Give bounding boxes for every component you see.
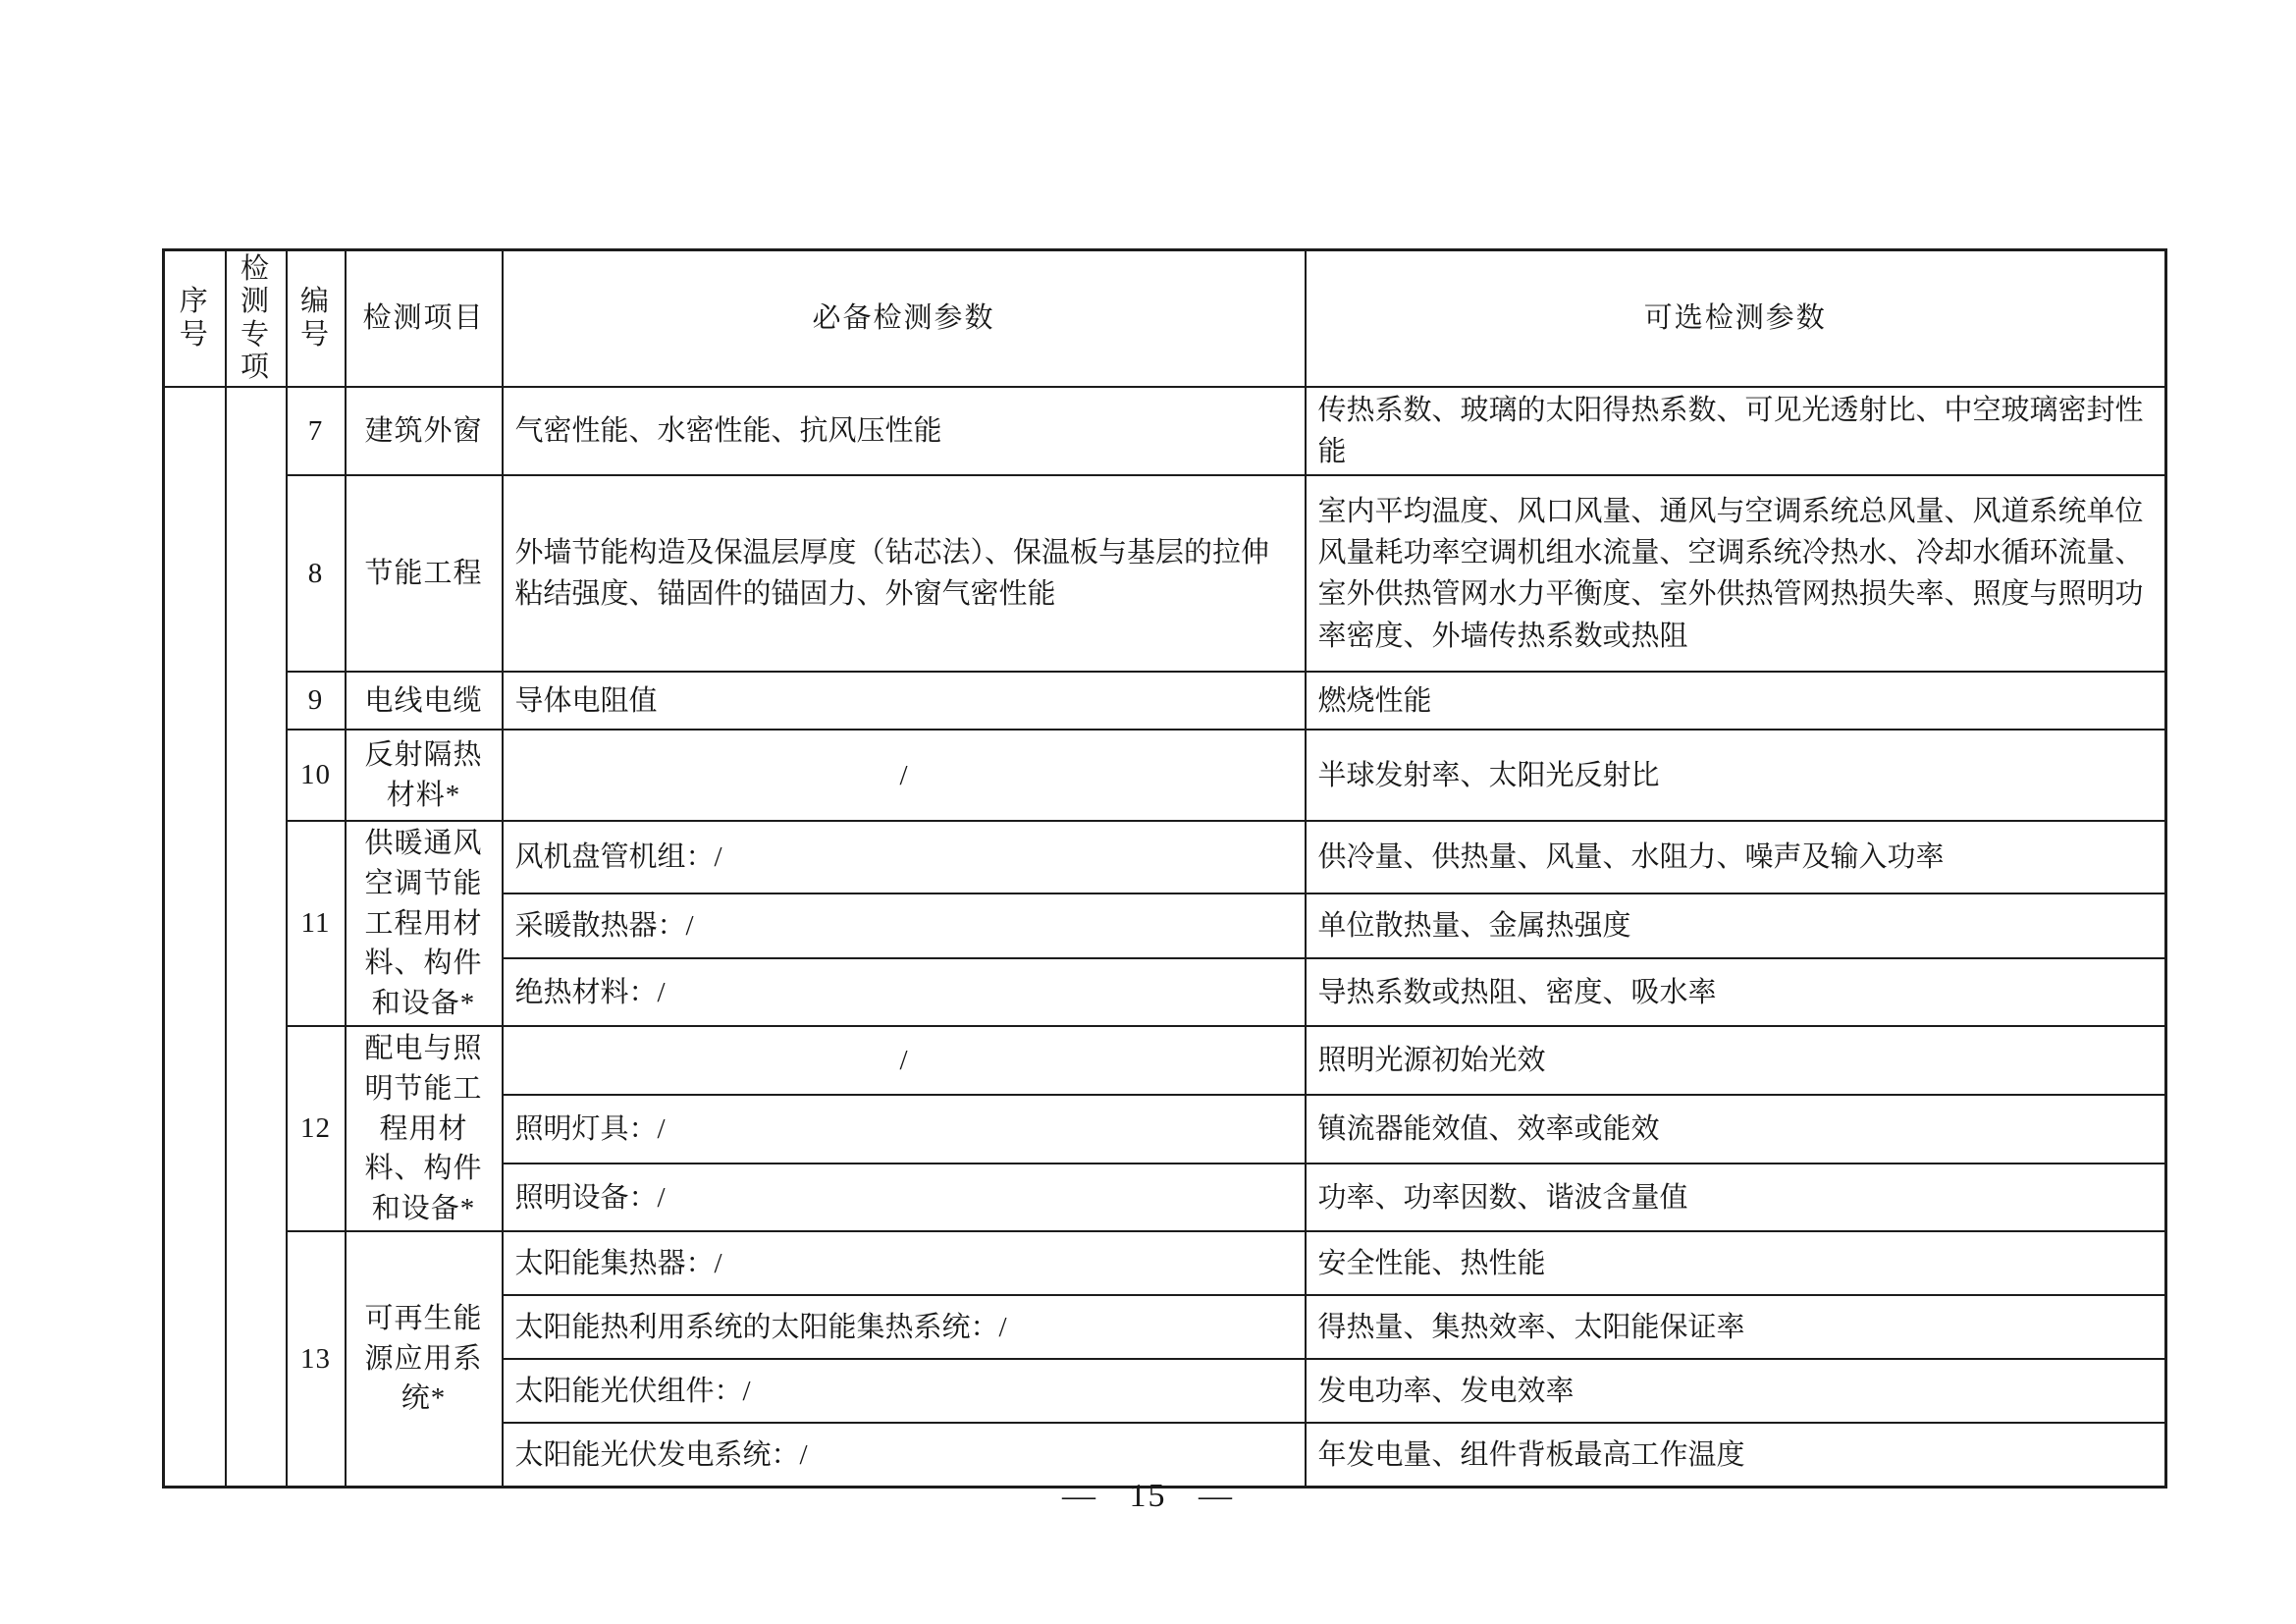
table-header-row [164,250,2166,388]
optional-cell: 发电功率、发电效率 [1306,1359,2166,1423]
table-row [164,730,2166,821]
required-cell: 导体电阻值 [503,672,1306,730]
item-cell: 配电与照明节能工程用材料、构件和设备* [346,1026,503,1231]
row-no-cell: 9 [287,672,346,730]
required-cell: 采暖散热器：/ [503,893,1306,958]
required-cell: 太阳能光伏发电系统：/ [503,1423,1306,1487]
header-seq: 序号 [164,250,226,388]
header-item: 检测项目 [346,250,503,388]
item-cell: 反射隔热材料* [346,730,503,821]
row-no-cell: 7 [287,387,346,475]
row-no-cell: 12 [287,1026,346,1231]
item-cell: 节能工程 [346,475,503,672]
item-cell: 供暖通风空调节能工程用材料、构件和设备* [346,821,503,1026]
optional-cell: 燃烧性能 [1306,672,2166,730]
optional-cell: 功率、功率因数、谐波含量值 [1306,1164,2166,1232]
optional-cell: 照明光源初始光效 [1306,1026,2166,1095]
detection-parameters-table [162,248,2167,1489]
optional-cell: 年发电量、组件背板最高工作温度 [1306,1423,2166,1487]
required-cell: 太阳能热利用系统的太阳能集热系统：/ [503,1295,1306,1359]
required-cell: 太阳能光伏组件：/ [503,1359,1306,1423]
table-row [164,821,2166,893]
required-cell: 照明设备：/ [503,1164,1306,1232]
optional-cell: 得热量、集热效率、太阳能保证率 [1306,1295,2166,1359]
header-specialty: 检测专项 [226,250,287,388]
required-cell: / [503,730,1306,821]
optional-cell: 导热系数或热阻、密度、吸水率 [1306,958,2166,1026]
page-number: — 15 — [1062,1478,1234,1514]
optional-cell: 室内平均温度、风口风量、通风与空调系统总风量、风道系统单位风量耗功率空调机组水流量、空调系统冷热水、冷却水循环流量、室外供热管网水力平衡度、室外供热管网热损失率、照度与照明功率密度、外墙传热系数或热阻 [1306,475,2166,672]
optional-cell: 镇流器能效值、效率或能效 [1306,1095,2166,1164]
optional-cell: 半球发射率、太阳光反射比 [1306,730,2166,821]
required-cell: 太阳能集热器：/ [503,1231,1306,1295]
required-cell: 照明灯具：/ [503,1095,1306,1164]
header-optional-params: 可选检测参数 [1306,250,2166,388]
required-cell: 外墙节能构造及保温层厚度（钻芯法）、保温板与基层的拉伸粘结强度、锚固件的锚固力、外窗气密性能 [503,475,1306,672]
table-row [164,475,2166,672]
required-cell: 风机盘管机组：/ [503,821,1306,893]
required-cell: 绝热材料：/ [503,958,1306,1026]
optional-cell: 安全性能、热性能 [1306,1231,2166,1295]
item-cell: 建筑外窗 [346,387,503,475]
optional-cell: 供冷量、供热量、风量、水阻力、噪声及输入功率 [1306,821,2166,893]
table-row [164,672,2166,730]
table-row [164,387,2166,475]
item-cell: 可再生能源应用系统* [346,1231,503,1487]
required-cell: / [503,1026,1306,1095]
row-no-cell: 10 [287,730,346,821]
seq-body-cell [164,387,226,1487]
row-no-cell: 8 [287,475,346,672]
specialty-body-cell [226,387,287,1487]
table-row [164,1026,2166,1095]
row-no-cell: 13 [287,1231,346,1487]
header-no: 编号 [287,250,346,388]
optional-cell: 传热系数、玻璃的太阳得热系数、可见光透射比、中空玻璃密封性能 [1306,387,2166,475]
required-cell: 气密性能、水密性能、抗风压性能 [503,387,1306,475]
optional-cell: 单位散热量、金属热强度 [1306,893,2166,958]
header-required-params: 必备检测参数 [503,250,1306,388]
row-no-cell: 11 [287,821,346,1026]
table-row [164,1231,2166,1295]
item-cell: 电线电缆 [346,672,503,730]
